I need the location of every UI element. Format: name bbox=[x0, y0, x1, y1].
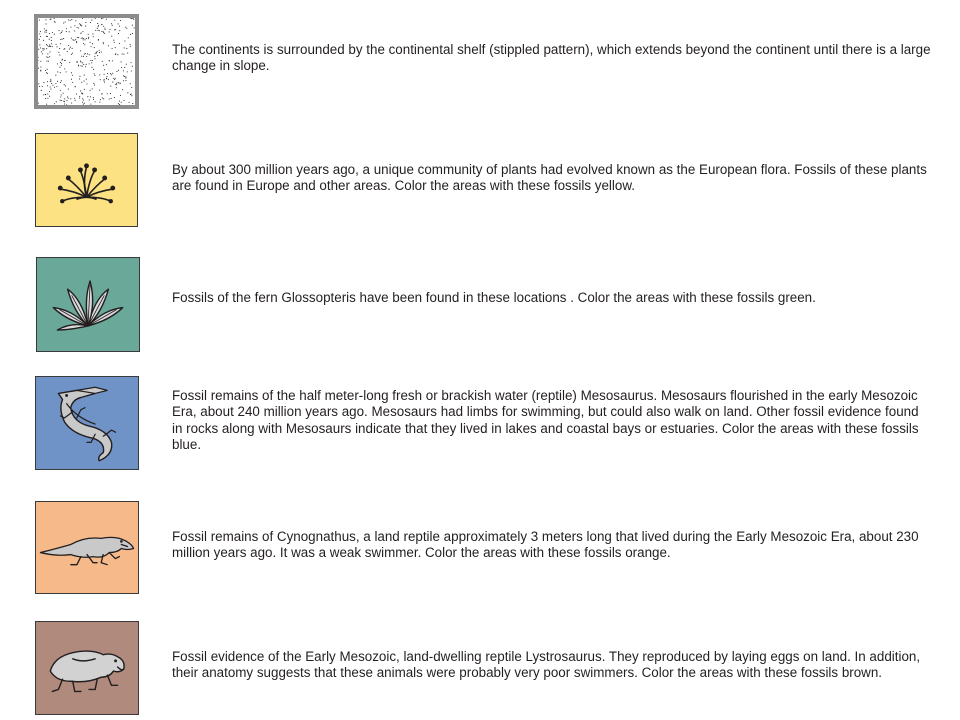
cynognathus-icon bbox=[35, 501, 139, 594]
legend-text: Fossil remains of the half meter-long fresh or brackish water (reptile) Mesosaurus. Mesosaurs flourished in the early Mesozoic Era, about 240 million years ago. Mesosaurs had limbs for swimming, but could also walk on land. Other fossil evidence found in rocks along with Mesosaurs indicate that they lived in lakes and coastal bays or estuaries. Color the areas with these fossils blue. bbox=[172, 388, 919, 453]
mesosaurus-icon bbox=[35, 376, 139, 470]
stipple-pattern-icon bbox=[34, 14, 139, 109]
glossopteris-fern-icon bbox=[36, 257, 140, 352]
legend-text: Fossil evidence of the Early Mesozoic, land-dwelling reptile Lystrosaurus. They reproduced by laying eggs on land. In addition, their anatomy suggests that these animals were probably very poor swimmers. Color the areas with these fossils brown. bbox=[172, 649, 921, 681]
legend-text: The continents is surrounded by the continental shelf (stippled pattern), which extends beyond the continent until there is a large change in slope. bbox=[172, 42, 931, 74]
legend-text: Fossils of the fern Glossopteris have been found in these locations . Color the areas with these fossils green. bbox=[172, 290, 816, 305]
legend-text: By about 300 million years ago, a unique community of plants had evolved known as the European flora. Fossils of these plants are found in Europe and other areas. Color the areas with these fossils yellow. bbox=[172, 162, 927, 194]
lystrosaurus-icon bbox=[35, 621, 139, 715]
legend-text: Fossil remains of Cynognathus, a land reptile approximately 3 meters long that lived during the Early Mesozoic Era, about 230 million years ago. It was a weak swimmer. Color the areas with these fossils orange. bbox=[172, 529, 919, 561]
european-flora-plant-icon bbox=[35, 133, 138, 227]
